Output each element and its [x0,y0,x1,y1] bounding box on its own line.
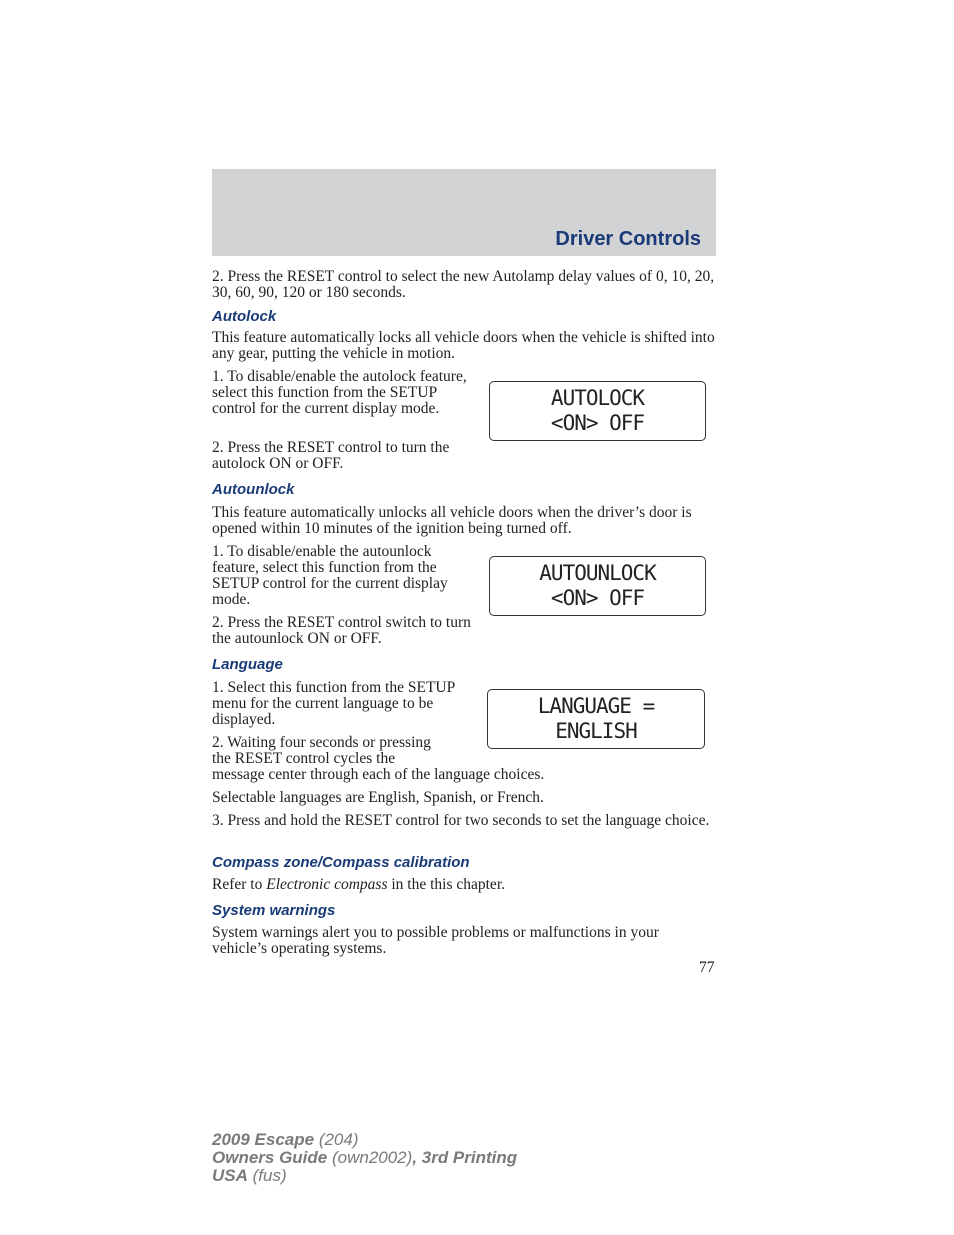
autounlock-step-1: 1. To disable/enable the autounlock feature, select this function from the SETUP control for the current display mode. [212,543,448,608]
warnings-heading: System warnings [212,902,336,919]
language-display [487,689,705,749]
autounlock-display-line-2: <ON> OFF [550,586,645,610]
compass-refer-suffix: in the this chapter. [387,876,505,893]
footer-model: 2009 Escape [212,1130,315,1149]
autounlock-step-2: 2. Press the RESET control switch to turn the autounlock ON or OFF. [212,614,471,647]
autolock-display [489,381,706,441]
autounlock-heading: Autounlock [212,481,295,498]
footer-guide-code: (own2002) [327,1148,413,1167]
page-section-title: Driver Controls [555,228,701,250]
language-step-2-line-1: 2. Waiting four seconds or pressing [212,734,431,751]
autounlock-display [489,556,706,616]
language-step-1: 1. Select this function from the SETUP menu for the current language to be displayed. [212,679,455,728]
language-step-2-line-2: the RESET control cycles the [212,750,396,767]
autolock-heading: Autolock [212,308,277,325]
compass-heading: Compass zone/Compass calibration [212,854,470,871]
language-step-3: 3. Press and hold the RESET control for two seconds to set the language choice. [212,812,710,829]
footer-region-code: (fus) [247,1166,287,1185]
footer-printing: , 3rd Printing [412,1148,518,1167]
language-heading: Language [212,656,283,673]
autounlock-display-line-1: AUTOUNLOCK [539,561,656,585]
compass-refer-prefix: Refer to [212,876,267,893]
autolock-display-line-2: <ON> OFF [550,411,645,435]
footer-model-code: (204) [314,1130,359,1149]
language-selectable: Selectable languages are English, Spanish, or French. [212,789,544,806]
autolock-step-1: 1. To disable/enable the autolock feature, select this function from the SETUP control for the current display mode. [212,368,467,417]
page-number: 77 [699,959,715,976]
language-display-line-2: ENGLISH [555,719,637,743]
footer-line-2 [212,1149,517,1167]
language-display-line-1: LANGUAGE = [537,694,655,718]
language-step-2-line-3: message center through each of the language choices. [212,766,545,783]
warnings-description: System warnings alert you to possible problems or malfunctions in your vehicle’s operating systems. [212,924,659,957]
footer-line-1 [212,1131,517,1149]
autolock-step-2: 2. Press the RESET control to turn the autolock ON or OFF. [212,439,450,472]
autolock-description: This feature automatically locks all vehicle doors when the vehicle is shifted into any gear, putting the vehicle in motion. [212,329,715,362]
autolamp-step-2: 2. Press the RESET control to select the new Autolamp delay values of 0, 10, 20, 30, 60, 90, 120 or 180 seconds. [212,268,715,301]
footer-line-3 [212,1167,517,1185]
compass-refer [212,877,716,893]
autounlock-description: This feature automatically unlocks all vehicle doors when the driver’s door is opened within 10 minutes of the ignition being turned off. [212,504,692,537]
footer [212,1131,517,1185]
footer-guide: Owners Guide [212,1148,328,1167]
header-band [212,169,716,256]
footer-region: USA [212,1166,248,1185]
autolock-display-line-1: AUTOLOCK [550,386,645,410]
electronic-compass-reference: Electronic compass [266,876,388,893]
